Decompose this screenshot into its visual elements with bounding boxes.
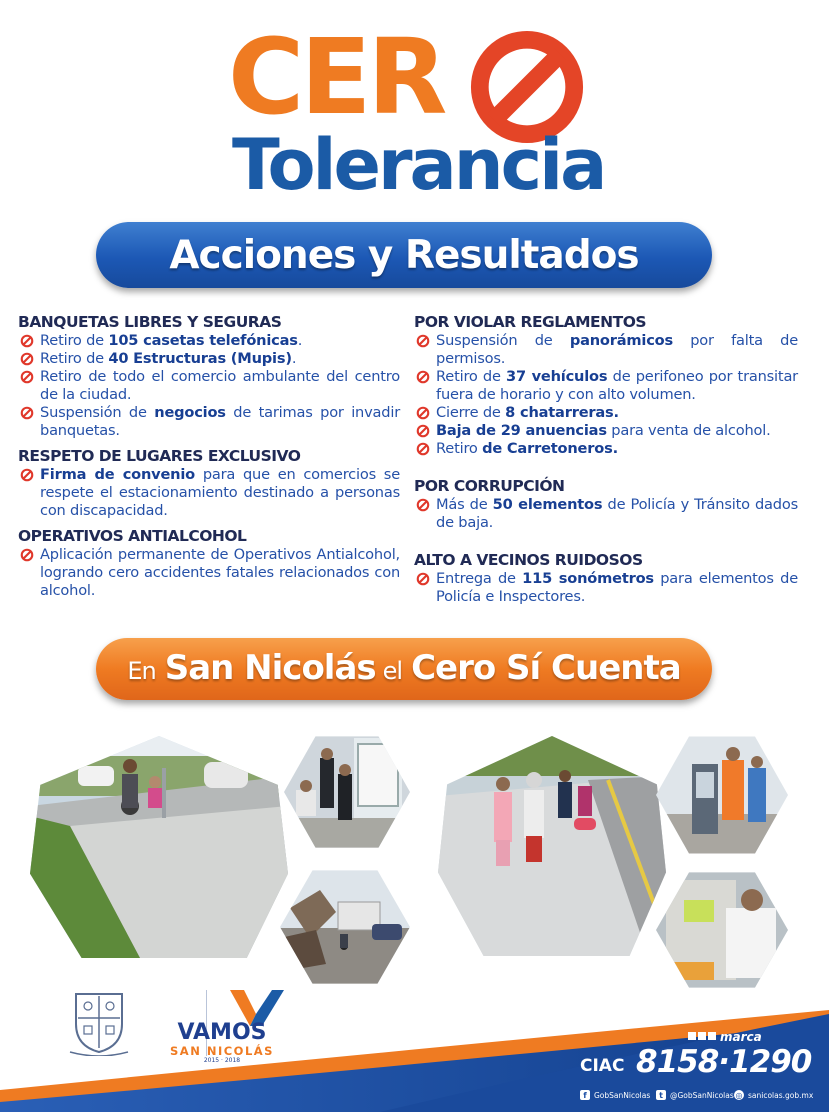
no-entry-icon: [20, 548, 34, 562]
title-tolerancia: Tolerancia: [232, 124, 605, 206]
photo-pedestrians: [438, 736, 666, 956]
list-item: Suspensión de panorámicos por falta de permisos.: [414, 332, 798, 368]
photo-removal-structure: [284, 734, 410, 850]
list-item: Firma de convenio para que en comercios se respete el estacionamiento destinado a personas con discapacidad.: [18, 466, 400, 520]
list-item: Baja de 29 anuencias para venta de alcohol.: [414, 422, 798, 440]
banner-text-san-nicolas: San Nicolás: [164, 648, 376, 688]
list-item: Suspensión de negocios de tarimas por invadir banquetas.: [18, 404, 400, 440]
banner-text-el: el: [382, 657, 403, 685]
no-entry-icon: [416, 572, 430, 586]
banner-acciones: [96, 222, 712, 288]
vamos-text: VAMOS: [177, 1020, 267, 1045]
no-entry-icon: [416, 334, 430, 348]
no-entry-icon: [20, 468, 34, 482]
crest-icon: [68, 988, 130, 1056]
marca-square: [708, 1032, 716, 1040]
social-web[interactable]: [734, 1090, 813, 1100]
list-item: Entrega de 115 sonómetros para elementos de Policía e Inspectores.: [414, 570, 798, 606]
banner-text-en: En: [127, 657, 156, 685]
right-column: [414, 312, 798, 606]
section-title: OPERATIVOS ANTIALCOHOL: [18, 527, 247, 545]
no-entry-icon: [20, 406, 34, 420]
list-item: Más de 50 elementos de Policía y Tránsito dados de baja.: [414, 496, 798, 532]
list-item: Retiro de 105 casetas telefónicas.: [18, 332, 400, 350]
no-entry-icon: [416, 406, 430, 420]
web-address: sanicolas.gob.mx: [748, 1090, 814, 1100]
no-entry-icon: [20, 370, 34, 384]
photo-phone-booths: [656, 734, 788, 856]
left-column: [18, 312, 400, 600]
section-title: BANQUETAS LIBRES Y SEGURAS: [18, 313, 282, 331]
logo-area: [68, 986, 328, 1062]
social-facebook[interactable]: [580, 1090, 650, 1100]
years-text: 2015 · 2018: [203, 1057, 241, 1064]
photo-inspector-notice: [656, 870, 788, 990]
marca-square: [698, 1032, 706, 1040]
list-item: Retiro de todo el comercio ambulante del centro de la ciudad.: [18, 368, 400, 404]
no-entry-icon: [416, 498, 430, 512]
no-entry-icon: [416, 424, 430, 438]
social-twitter[interactable]: [656, 1090, 734, 1100]
banner-text-cero-si-cuenta: Cero Sí Cuenta: [411, 648, 681, 688]
list-item: Aplicación permanente de Operativos Antialcohol, logrando cero accidentes fatales relacionados con alcohol.: [18, 546, 400, 600]
list-item: Retiro de 40 Estructuras (Mupis).: [18, 350, 400, 368]
no-entry-icon: [416, 370, 430, 384]
ciac-label: CIAC: [580, 1056, 625, 1076]
photo-sidewalk-wheelchair: [30, 736, 288, 958]
twitter-icon: t: [656, 1090, 666, 1100]
photo-chatarreras: [280, 868, 410, 986]
web-icon: ◎: [735, 1090, 743, 1100]
section-title: POR CORRUPCIÓN: [414, 477, 565, 495]
banner-san-nicolas: [96, 638, 712, 700]
section-title: POR VIOLAR REGLAMENTOS: [414, 313, 647, 331]
header: [0, 0, 829, 210]
title-cero: CER: [228, 16, 444, 138]
list-item: Cierre de 8 chatarreras.: [414, 404, 798, 422]
san-nicolas-text: SAN NICOLÁS: [170, 1044, 274, 1058]
marca-text: marca: [720, 1030, 762, 1044]
section-title: RESPETO DE LUGARES EXCLUSIVO: [18, 447, 301, 465]
no-entry-icon: [416, 442, 430, 456]
facebook-icon: f: [580, 1090, 590, 1100]
section-title: ALTO A VECINOS RUIDOSOS: [414, 551, 643, 569]
twitter-handle: @GobSanNicolas: [670, 1090, 734, 1100]
no-entry-icon: [20, 352, 34, 366]
banner-acciones-text: Acciones y Resultados: [169, 232, 639, 278]
list-item: Retiro de Carretoneros.: [414, 440, 798, 458]
no-entry-icon: [20, 334, 34, 348]
marca-square: [688, 1032, 696, 1040]
facebook-handle: GobSanNicolas: [594, 1090, 651, 1100]
list-item: Retiro de 37 vehículos de perifoneo por transitar fuera de horario y con alto volumen.: [414, 368, 798, 404]
ciac-phone[interactable]: 8158·1290: [636, 1044, 812, 1080]
